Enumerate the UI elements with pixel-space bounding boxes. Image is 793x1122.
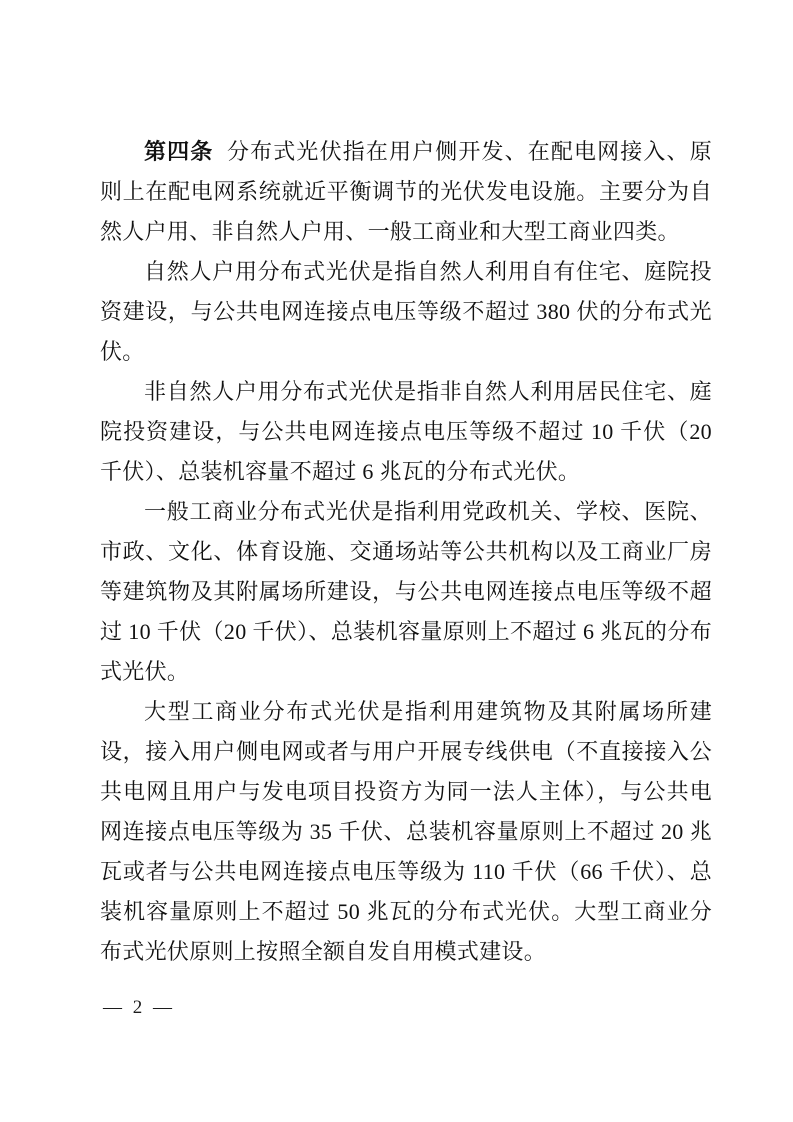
article-number-label: 第四条 bbox=[144, 139, 214, 164]
page-number: — 2 — bbox=[103, 997, 175, 1018]
paragraph-natural-person-household: 自然人户用分布式光伏是指自然人利用自有住宅、庭院投资建设，与公共电网连接点电压等级不超过 380 伏的分布式光伏。 bbox=[100, 259, 712, 364]
document-body bbox=[100, 132, 712, 972]
paragraph-general-commercial: 一般工商业分布式光伏是指利用党政机关、学校、医院、市政、文化、体育设施、交通场站等公共机构以及工商业厂房等建筑物及其附属场所建设，与公共电网连接点电压等级不超过 10 千伏（20 千伏）、总装机容量原则上不超过 6 兆瓦的分布式光伏。 bbox=[100, 499, 712, 684]
paragraph-large-commercial: 大型工商业分布式光伏是指利用建筑物及其附属场所建设，接入用户侧电网或者与用户开展专线供电（不直接接入公共电网且用户与发电项目投资方为同一法人主体），与公共电网连接点电压等级为 35 千伏、总装机容量原则上不超过 20 兆瓦或者与公共电网连接点电压等级为 110 千伏（66 千伏）、总装机容量原则上不超过 50 兆瓦的分布式光伏。大型工商业分布式光伏原则上按照全额自发自用模式建设。 bbox=[100, 699, 712, 964]
paragraph-article-4 bbox=[100, 132, 712, 252]
paragraph-non-natural-person-household: 非自然人户用分布式光伏是指非自然人利用居民住宅、庭院投资建设，与公共电网连接点电压等级不超过 10 千伏（20 千伏）、总装机容量不超过 6 兆瓦的分布式光伏。 bbox=[100, 379, 712, 484]
paragraph-text: 分布式光伏指在用户侧开发、在配电网接入、原则上在配电网系统就近平衡调节的光伏发电设施。主要分为自然人户用、非自然人户用、一般工商业和大型工商业四类。 bbox=[100, 139, 712, 244]
